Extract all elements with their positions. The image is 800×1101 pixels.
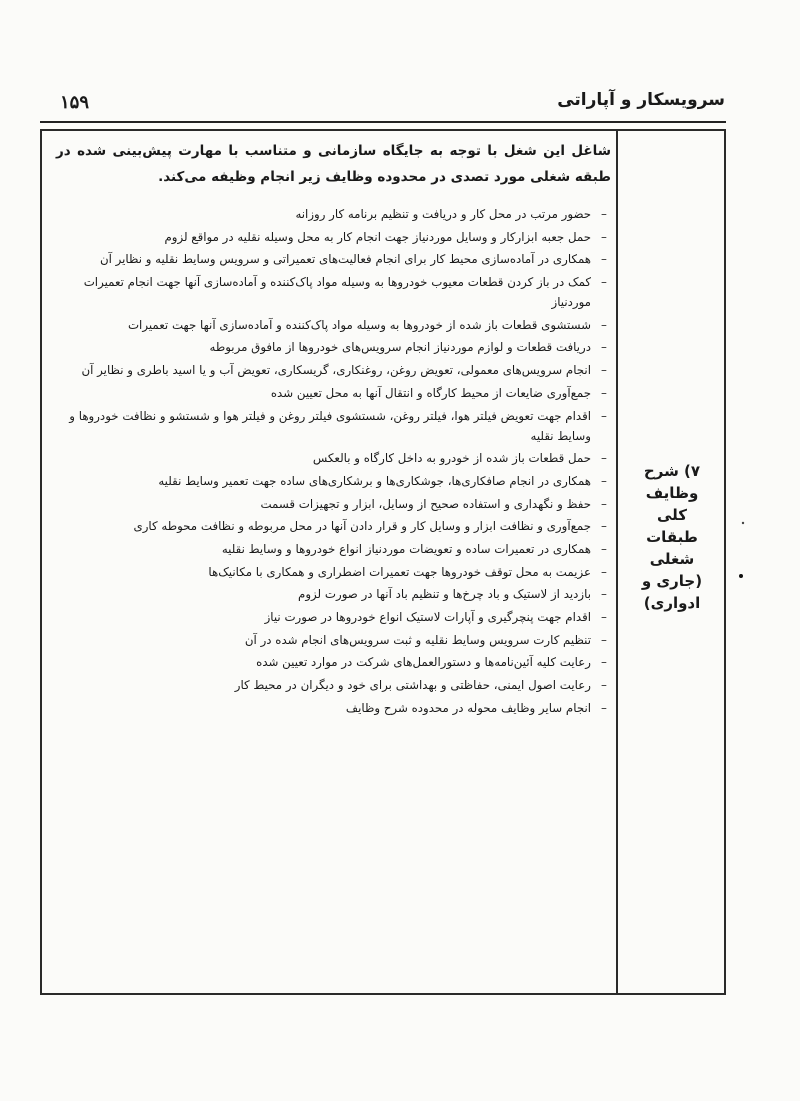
duty-text: حمل قطعات باز شده از خودرو به داخل کارگاه و بالعکس: [312, 451, 591, 466]
duty-item: [56, 383, 611, 403]
duties-list: [56, 204, 611, 718]
duty-bullet: –: [601, 519, 607, 534]
duty-bullet: –: [601, 340, 607, 355]
scan-speck: [738, 572, 748, 582]
duty-bullet: –: [601, 363, 607, 378]
duty-bullet: –: [601, 541, 607, 556]
duty-bullet: –: [601, 678, 607, 693]
duty-bullet: –: [601, 229, 607, 244]
duty-bullet: –: [601, 408, 607, 423]
duty-item: [56, 539, 611, 559]
duty-text: کمک در باز کردن قطعات معیوب خودروها به وسیله مواد پاک‌کننده و آماده‌سازی آنها جهت انجام تعمیرات موردنیاز: [83, 275, 591, 310]
page-header: [40, 88, 725, 118]
duty-item: [56, 204, 611, 224]
duty-item: [56, 675, 611, 695]
duty-bullet: –: [601, 385, 607, 400]
duty-bullet: –: [601, 655, 607, 670]
duty-item: [56, 227, 611, 247]
duties-content: [56, 138, 611, 720]
duty-bullet: –: [601, 473, 607, 488]
duty-text: اقدام جهت پنچرگیری و آپارات لاستیک انواع خودروها در صورت نیاز: [264, 610, 591, 624]
duty-bullet: –: [601, 587, 607, 602]
section-label-line: ادواری): [643, 594, 701, 612]
header-rule: [40, 121, 726, 123]
duty-text: دریافت قطعات و لوازم موردنیاز انجام سرویس‌های خودروها از مافوق مربوطه: [209, 340, 591, 355]
duty-text: انجام سرویس‌های معمولی، تعویض روغن، روغنکاری، گریسکاری، تعویض آب و یا اسید باطری و نظایر آن: [81, 363, 591, 378]
section-label-line: وظایف: [645, 484, 699, 502]
duty-text: جمع‌آوری و نظافت ابزار و وسایل کار و قرار دادن آنها در محل مربوطه و نظافت محوطه کاری: [133, 519, 591, 534]
duty-item: [56, 337, 611, 357]
duty-text: شستشوی قطعات باز شده از خودروها به وسیله مواد پاک‌کننده و آماده‌سازی آنها جهت تعمیرات: [127, 317, 591, 332]
page-title: سرویسکار و آپاراتی: [557, 90, 725, 110]
duty-text: همکاری در تعمیرات ساده و تعویضات موردنیاز انواع خودروها و وسایط نقلیه: [221, 541, 591, 556]
duty-text: رعایت اصول ایمنی، حفاظتی و بهداشتی برای خود و دیگران در محیط کار: [234, 678, 591, 693]
duty-item: [56, 494, 611, 514]
duty-item: [56, 471, 611, 491]
section-label-line: (جاری و: [641, 572, 703, 590]
duty-item: [56, 249, 611, 269]
duty-text: انجام سایر وظایف محوله در محدوده شرح وظایف: [345, 700, 591, 715]
duty-item: [56, 698, 611, 718]
duty-bullet: –: [601, 252, 607, 267]
duty-text: همکاری در آماده‌سازی محیط کار برای انجام فعالیت‌های تعمیراتی و سرویس وسایط نقلیه و نظایر آن: [99, 252, 591, 267]
duty-bullet: –: [601, 610, 607, 624]
duty-text: حفظ و نگهداری و استفاده صحیح از وسایل، ابزار و تجهیزات قسمت: [260, 496, 591, 511]
duty-text: حضور مرتب در محل کار و دریافت و تنظیم برنامه کار روزانه: [295, 207, 591, 221]
duty-item: [56, 607, 611, 627]
page-number: ۱۵۹: [60, 92, 90, 113]
section-label: [620, 460, 724, 614]
duty-text: بازدید از لاستیک و باد چرخ‌ها و تنظیم باد آنها در صورت لزوم: [298, 587, 591, 602]
duty-item: [56, 516, 611, 536]
section-label-line: کلی: [656, 506, 688, 524]
duty-text: جمع‌آوری ضایعات از محیط کارگاه و انتقال آنها به محل تعیین شده: [270, 385, 591, 400]
duty-bullet: –: [601, 496, 607, 511]
intro-paragraph: شاغل این شغل با توجه به جایگاه سازمانی و متناسب با مهارت پیش‌بینی شده در طبقه شغلی مورد تصدی در محدوده وظایف زیر انجام وظیفه می‌کند.: [56, 143, 611, 185]
duty-text: اقدام جهت تعویض فیلتر هوا، فیلتر روغن، شستشوی فیلتر روغن و فیلتر هوا و شستشو و نظافت خودروها و وسایط نقلیه: [69, 408, 591, 443]
duty-item: [56, 584, 611, 604]
section-label-line: ۷) شرح: [643, 462, 701, 480]
duty-item: [56, 630, 611, 650]
duty-item: [56, 406, 611, 446]
section-label-line: شغلی: [649, 550, 695, 568]
duty-item: [56, 448, 611, 468]
duty-bullet: –: [601, 451, 607, 466]
duty-bullet: –: [601, 207, 607, 221]
duty-item: [56, 360, 611, 380]
duty-text: همکاری در انجام صافکاری‌ها، جوشکاری‌ها و برشکاری‌های ساده جهت تعمیر وسایط نقلیه: [158, 473, 591, 488]
duty-item: [56, 562, 611, 582]
scan-speck: [740, 520, 750, 530]
duty-item: [56, 315, 611, 335]
duty-text: عزیمت به محل توقف خودروها جهت تعمیرات اضطراری و همکاری با مکانیک‌ها: [208, 564, 591, 579]
duty-bullet: –: [601, 275, 607, 290]
duty-text: حمل جعبه ابزارکار و وسایل موردنیاز جهت انجام کار به محل وسیله نقلیه در مواقع لزوم: [164, 229, 591, 244]
duty-bullet: –: [601, 317, 607, 332]
duty-bullet: –: [601, 632, 607, 647]
section-label-line: طبقات: [646, 528, 698, 546]
duty-item: [56, 652, 611, 672]
duty-bullet: –: [601, 564, 607, 579]
column-divider: [616, 129, 618, 995]
duty-bullet: –: [601, 700, 607, 715]
duty-text: رعایت کلیه آئین‌نامه‌ها و دستورالعمل‌های شرکت در موارد تعیین شده: [256, 655, 591, 670]
duty-item: [56, 272, 611, 312]
duty-text: تنظیم کارت سرویس وسایط نقلیه و ثبت سرویس‌های انجام شده در آن: [244, 632, 591, 647]
